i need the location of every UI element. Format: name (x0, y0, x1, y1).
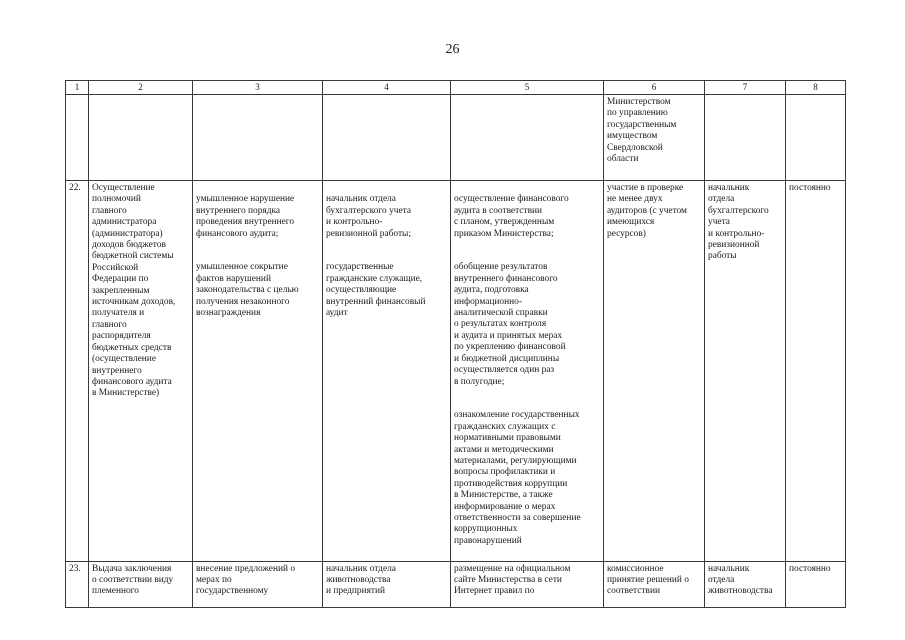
cell-empty (89, 95, 193, 181)
cell-corruption-risks (193, 181, 323, 562)
cell-empty (193, 95, 323, 181)
row-number: 22. (66, 181, 89, 562)
measure-text: обобщение результатов внутреннего финансового аудита, подготовка информационно- аналитической справки о результатах контроля и аудита и принятых мерах по укреплению финансовой и бюджетной дисциплины осуществляется один раз в полугодие; (454, 262, 566, 387)
cell-authority-description: Выдача заключения о соответствии виду племенного (89, 561, 193, 607)
table-row-22 (66, 181, 846, 562)
row-number: 23. (66, 561, 89, 607)
cell-empty (786, 95, 846, 181)
cell-authority-description: Осуществление полномочий главного администратора (администратора) доходов бюджетов бюджетной системы Российской Федерации по закрепленным источникам доходов, получателя и главного распорядителя бюджетных средств (осуществление внутреннего финансового аудита в Министерстве) (89, 181, 193, 562)
position-text: начальник отдела бухгалтерского учета и контрольно- ревизионной работы; (326, 194, 412, 239)
cell-empty (66, 95, 89, 181)
header-cell-3: 3 (193, 81, 323, 95)
measures-table (65, 80, 846, 608)
measure-text: ознакомление государственных гражданских служащих с нормативными правовыми актами и методическими материалами, регулирующими вопросы профилактики и противодействия коррупции в Министерстве, а также информирование о мерах ответственности за совершение коррупционных правонарушений (454, 410, 581, 546)
cell-empty (705, 95, 786, 181)
cell-positions: начальник отдела животноводства и предприятий (323, 561, 451, 607)
cell-positions (323, 181, 451, 562)
table-row-23 (66, 561, 846, 607)
header-cell-2: 2 (89, 81, 193, 95)
cell-measures: размещение на официальном сайте Министерства в сети Интернет правил по (451, 561, 604, 607)
cell-conditions: участие в проверке не менее двух аудиторов (с учетом имеющихся ресурсов) (604, 181, 705, 562)
cell-responsible: начальник отдела бухгалтерского учета и контрольно- ревизионной работы (705, 181, 786, 562)
cell-empty (451, 95, 604, 181)
page-number: 26 (445, 42, 460, 57)
header-cell-4: 4 (323, 81, 451, 95)
continued-row (66, 95, 846, 181)
risk-text: умышленное нарушение внутреннего порядка проведения внутреннего финансового аудита; (196, 194, 295, 239)
cell-conditions: комиссионное принятие решений о соответствии (604, 561, 705, 607)
cell-corruption-risks: внесение предложений о мерах по государственному (193, 561, 323, 607)
cell-responsible: начальник отдела животноводства (705, 561, 786, 607)
cell-empty (323, 95, 451, 181)
header-cell-1: 1 (66, 81, 89, 95)
position-text: государственные гражданские служащие, осуществляющие внутренний финансовый аудит (326, 262, 426, 319)
cell-measures (451, 181, 604, 562)
header-row (66, 81, 846, 95)
header-cell-6: 6 (604, 81, 705, 95)
header-cell-7: 7 (705, 81, 786, 95)
measure-text: осуществление финансового аудита в соответствии с планом, утвержденным приказом Министерства; (454, 194, 569, 239)
cell-continued-col6: Министерством по управлению государственным имуществом Свердловской области (604, 95, 705, 181)
header-cell-5: 5 (451, 81, 604, 95)
cell-deadline: постоянно (786, 181, 846, 562)
cell-deadline: постоянно (786, 561, 846, 607)
header-cell-8: 8 (786, 81, 846, 95)
risk-text: умышленное сокрытие фактов нарушений законодательства с целью получения незаконного вознаграждения (196, 262, 299, 319)
